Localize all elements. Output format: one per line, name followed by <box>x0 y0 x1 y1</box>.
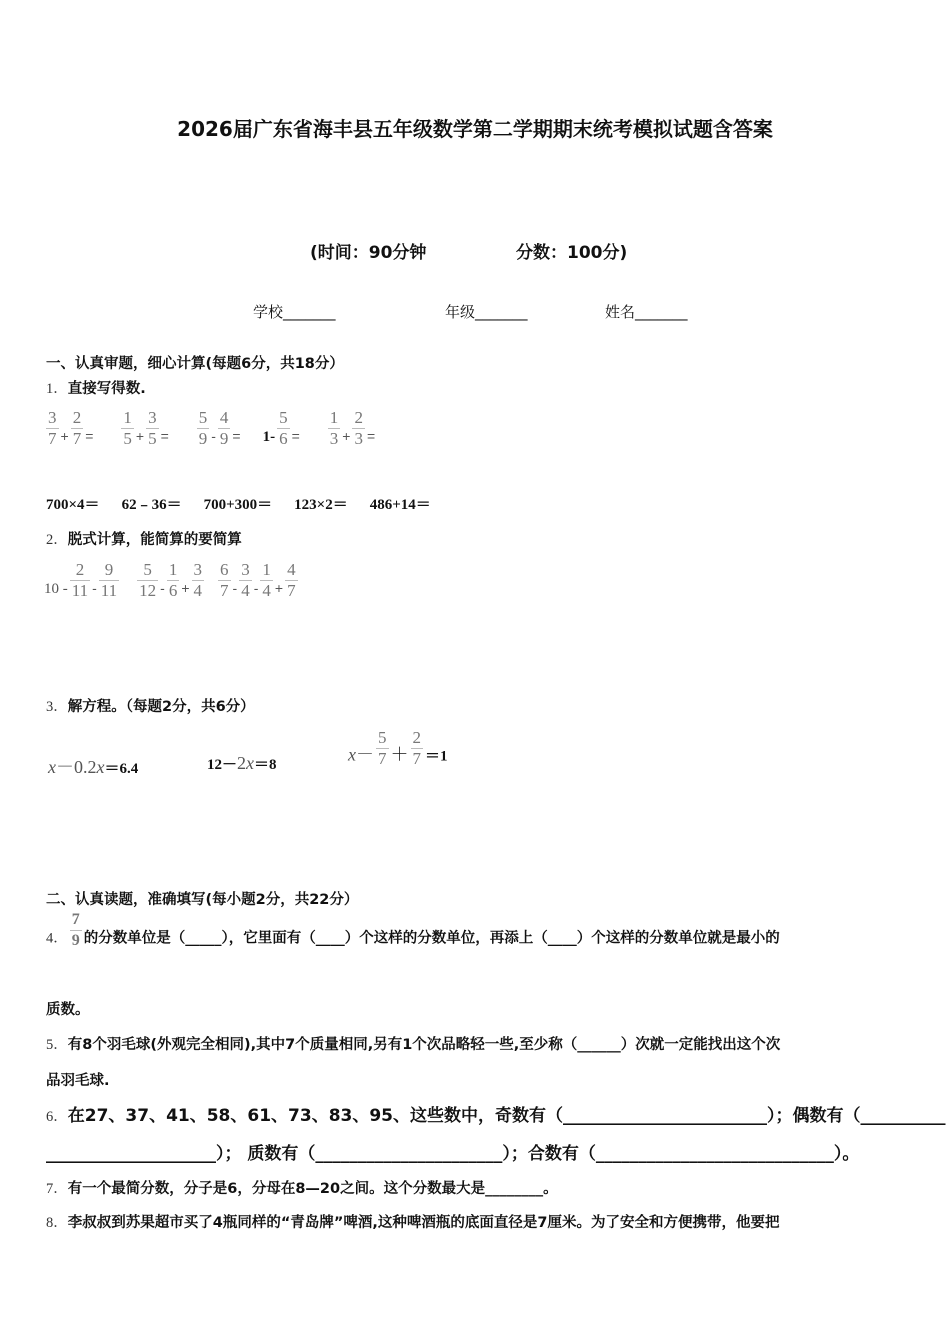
fraction: $\frac{9}{11}$ <box>100 560 118 600</box>
fraction: $\frac{1}{4}$ <box>262 560 271 600</box>
fraction-problems <box>44 408 401 449</box>
name-field: 姓名_______ <box>605 303 688 321</box>
fraction-problem: $\frac{1}{3}$ + $\frac{2}{3}$ = <box>329 408 376 448</box>
fraction-problem: $\frac{3}{7}$ + $\frac{2}{7}$ = <box>48 408 94 448</box>
fraction: $\frac{3}{4}$ <box>241 560 250 600</box>
equation-3: x－ $\frac{5}{7}$ ＋ $\frac{2}{7}$ $_{=1}$ <box>348 728 448 768</box>
document-title: 2026届广东省海丰县五年级数学第二学期期末统考模拟试题含答案 <box>177 117 773 141</box>
fraction-problem: 1- $\frac{5}{6}$ = <box>262 408 300 448</box>
question-3: 3．解方程。（每题2分，共6分） <box>46 699 255 715</box>
fraction: $\frac{3}{5}$ <box>148 408 157 448</box>
grade-field: 年级_______ <box>445 303 528 321</box>
question-4: 4． $\frac{7}{9}$ 的分数单位是（_____），它里面有（____）个这样的分数单位，再添上（____）个这样的分数单位就是最小的 <box>46 911 780 949</box>
fraction: $\frac{5}{6}$ <box>279 408 288 448</box>
exam-time: (时间：90分钟 <box>310 243 427 263</box>
fraction: $\frac{6}{7}$ <box>220 560 229 600</box>
school-field: 学校_______ <box>253 303 336 321</box>
fraction: $\frac{2}{3}$ <box>354 408 363 448</box>
fraction: $\frac{3}{4}$ <box>193 560 203 600</box>
fraction: $\frac{1}{6}$ <box>168 560 178 600</box>
section-1-heading: 一、认真审题，细心计算(每题6分，共18分） <box>46 356 344 372</box>
fraction: $\frac{2}{7}$ <box>72 408 82 448</box>
question-4-cont: 质数。 <box>46 1002 90 1018</box>
question-5: 5．有8个羽毛球(外观完全相同),其中7个质量相同,另有1个次品略轻一些,至少称（______）次就一定能找出这个次 <box>46 1037 781 1053</box>
fraction: $\frac{4}{9}$ <box>219 408 229 448</box>
fraction-problem: $\frac{5}{9}$ - $\frac{4}{9}$ = <box>198 408 241 448</box>
exam-score: 分数：100分) <box>516 243 628 263</box>
question-2: 2．脱式计算，能简算的要简算 <box>46 532 242 548</box>
question-7: 7．有一个最简分数，分子是6，分母在8—20之间。这个分数最大是________。 <box>46 1181 558 1197</box>
question-1: 1．直接写得数. <box>46 381 146 397</box>
fraction: $\frac{1}{3}$ <box>329 408 339 448</box>
question-8: 8．李叔叔到苏果超市买了4瓶同样的“青岛牌”啤酒,这种啤酒瓶的底面直径是7厘米。为了安全和方便携带，他要把 <box>46 1215 780 1231</box>
question-6: 6．在27、37、41、58、61、73、83、95、这些数中，奇数有（________________________）；偶数有（__________ <box>46 1106 946 1126</box>
fraction: $\frac{4}{7}$ <box>287 560 296 600</box>
equation-1: x－0.2x＝6.4 <box>48 757 139 777</box>
fraction-problem: $\frac{1}{5}$ + $\frac{3}{5}$ = <box>123 408 169 448</box>
question-5-cont: 品羽毛球. <box>46 1073 110 1089</box>
fraction: $\frac{5}{12}$ <box>139 560 157 600</box>
simplify-expressions: 10 - $\frac{2}{11}$ - $\frac{9}{11}$ $\frac{5}{12}$ - $\frac{1}{6}$ + $\frac{3}{4}$ $\frac{6}{7}$ - $\frac{3}{4}$ - $\frac{1}{4}$ + $\frac{4}{7}$ <box>44 560 296 600</box>
question-6-cont: ____________________）； 质数有（______________________）；合数有（____________________________）。 <box>46 1144 860 1164</box>
fraction: $\frac{1}{5}$ <box>123 408 132 448</box>
fraction: $\frac{2}{11}$ <box>71 560 89 600</box>
section-2-heading: 二、认真读题，准确填写(每小题2分，共22分） <box>46 892 359 908</box>
fraction: $\frac{3}{7}$ <box>48 408 57 448</box>
fraction: $\frac{5}{9}$ <box>198 408 208 448</box>
mental-calc-row: 700×4＝ 62﹣36＝ 700+300＝ 123×2＝ 486+14＝ <box>46 497 431 513</box>
equation-2: 12－2x＝8 <box>207 753 277 773</box>
